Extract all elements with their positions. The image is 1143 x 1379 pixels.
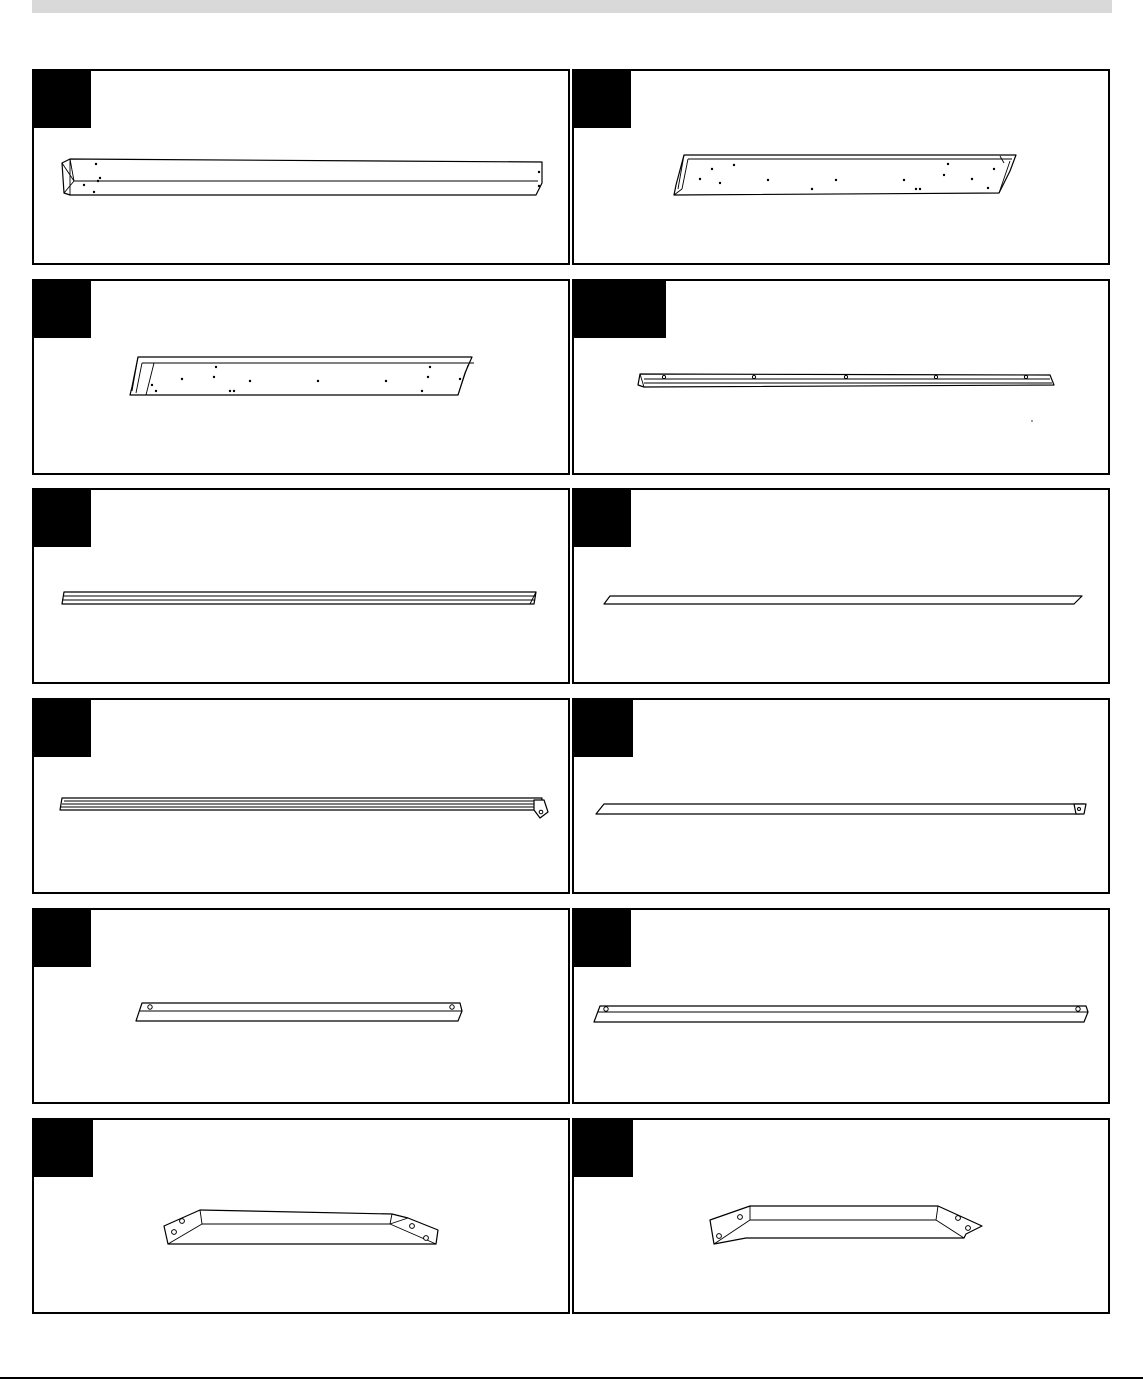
part-panel-11 bbox=[32, 1118, 570, 1314]
rail-with-holes-drawing bbox=[574, 281, 1108, 473]
part-panel-10 bbox=[572, 908, 1110, 1104]
long-brace-part bbox=[594, 1006, 1088, 1022]
header-band bbox=[32, 0, 1112, 13]
part-panel-7 bbox=[32, 698, 570, 894]
track-rail-with-tab-part bbox=[60, 798, 548, 818]
channel-beam-long-drawing bbox=[574, 71, 1108, 263]
square-post-drawing bbox=[34, 71, 568, 263]
flat-bar-part bbox=[604, 596, 1082, 604]
bracket-left-part bbox=[164, 1210, 438, 1244]
part-panel-12 bbox=[572, 1118, 1110, 1314]
bracket-right-part bbox=[710, 1206, 982, 1244]
part-panel-2 bbox=[572, 69, 1110, 265]
short-brace-drawing bbox=[34, 910, 568, 1102]
part-panel-3 bbox=[32, 279, 570, 475]
flat-bar-drawing bbox=[574, 490, 1108, 682]
part-panel-9 bbox=[32, 908, 570, 1104]
part-panel-1 bbox=[32, 69, 570, 265]
flat-strip-triple-part bbox=[62, 592, 536, 604]
angle-bar-with-tab-part bbox=[596, 804, 1086, 814]
bracket-left-drawing bbox=[34, 1120, 568, 1312]
part-panel-5 bbox=[32, 488, 570, 684]
square-post-part bbox=[62, 159, 542, 195]
part-panel-8 bbox=[572, 698, 1110, 894]
flat-strip-triple-drawing bbox=[34, 490, 568, 682]
angle-bar-with-tab-drawing bbox=[574, 700, 1108, 892]
part-panel-6 bbox=[572, 488, 1110, 684]
short-brace-part bbox=[136, 1003, 462, 1021]
channel-beam-short-drawing bbox=[34, 281, 568, 473]
part-panel-4 bbox=[572, 279, 1110, 475]
track-rail-with-tab-drawing bbox=[34, 700, 568, 892]
long-brace-drawing bbox=[574, 910, 1108, 1102]
bracket-right-drawing bbox=[574, 1120, 1108, 1312]
rail-with-holes-part bbox=[638, 374, 1054, 422]
channel-beam-short-part bbox=[130, 357, 474, 395]
channel-beam-long-part bbox=[674, 155, 1016, 195]
